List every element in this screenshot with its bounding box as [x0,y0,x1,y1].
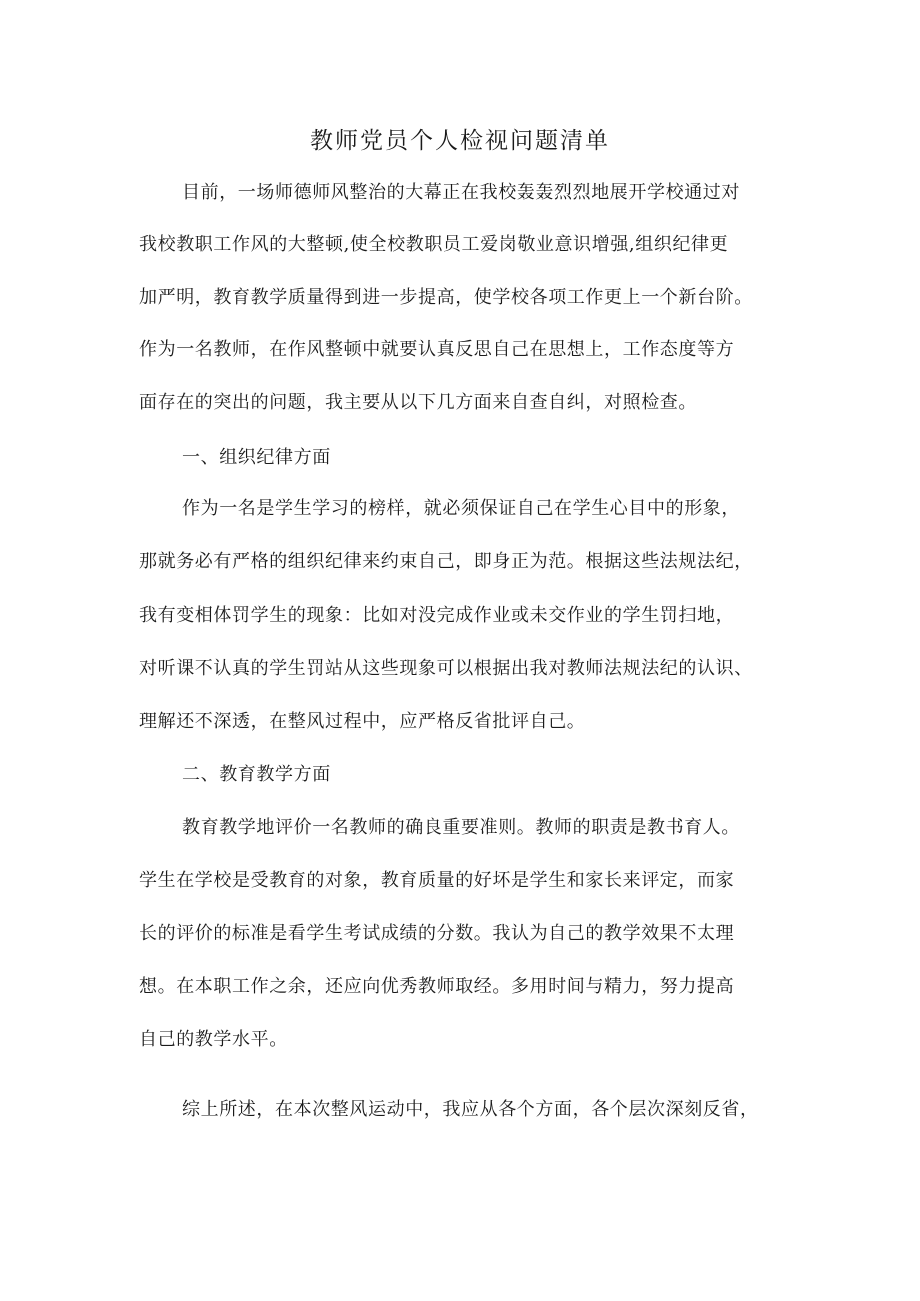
section-heading: 二、教育教学方面 [182,764,331,785]
body-line: 自己的教学水平。 [139,1029,288,1050]
body-line: 综上所述，在本次整风运动中，我应从各个方面，各个层次深刻反省， [182,1099,759,1120]
body-line: 我有变相体罚学生的现象：比如对没完成作业或未交作业的学生罚扫地， [139,605,735,626]
body-line: 长的评价的标准是看学生考试成绩的分数。我认为自己的教学效果不太理 [139,923,735,944]
body-line: 作为一名教师，在作风整顿中就要认真反思自己在思想上，工作态度等方 [139,339,735,360]
body-line: 作为一名是学生学习的榜样，就必须保证自己在学生心目中的形象， [182,498,740,519]
section-heading: 一、组织纪律方面 [182,447,331,468]
body-line: 理解还不深透，在整风过程中，应严格反省批评自己。 [139,711,586,732]
body-line: 目前，一场师德师风整治的大幕正在我校轰轰烈烈地展开学校通过对 [182,182,740,203]
body-line: 学生在学校是受教育的对象，教育质量的好坏是学生和家长来评定，而家 [139,870,735,891]
page-title: 教师党员个人检视问题清单 [310,128,610,154]
body-line: 教育教学地评价一名教师的确良重要准则。教师的职责是教书育人。 [182,817,740,838]
body-line: 那就务必有严格的组织纪律来约束自己，即身正为范。根据这些法规法纪， [139,551,753,572]
body-line: 对听课不认真的学生罚站从这些现象可以根据出我对教师法规法纪的认识、 [139,658,753,679]
body-line: 我校教职工作风的大整顿,使全校教职员工爱岗敬业意识增强,组织纪律更 [139,234,729,255]
body-line: 加严明，教育教学质量得到进一步提高，使学校各项工作更上一个新台阶。 [139,287,753,308]
body-line: 想。在本职工作之余，还应向优秀教师取经。多用时间与精力，努力提高 [139,976,735,997]
body-line: 面存在的突出的问题，我主要从以下几方面来自查自纠，对照检查。 [139,392,697,413]
